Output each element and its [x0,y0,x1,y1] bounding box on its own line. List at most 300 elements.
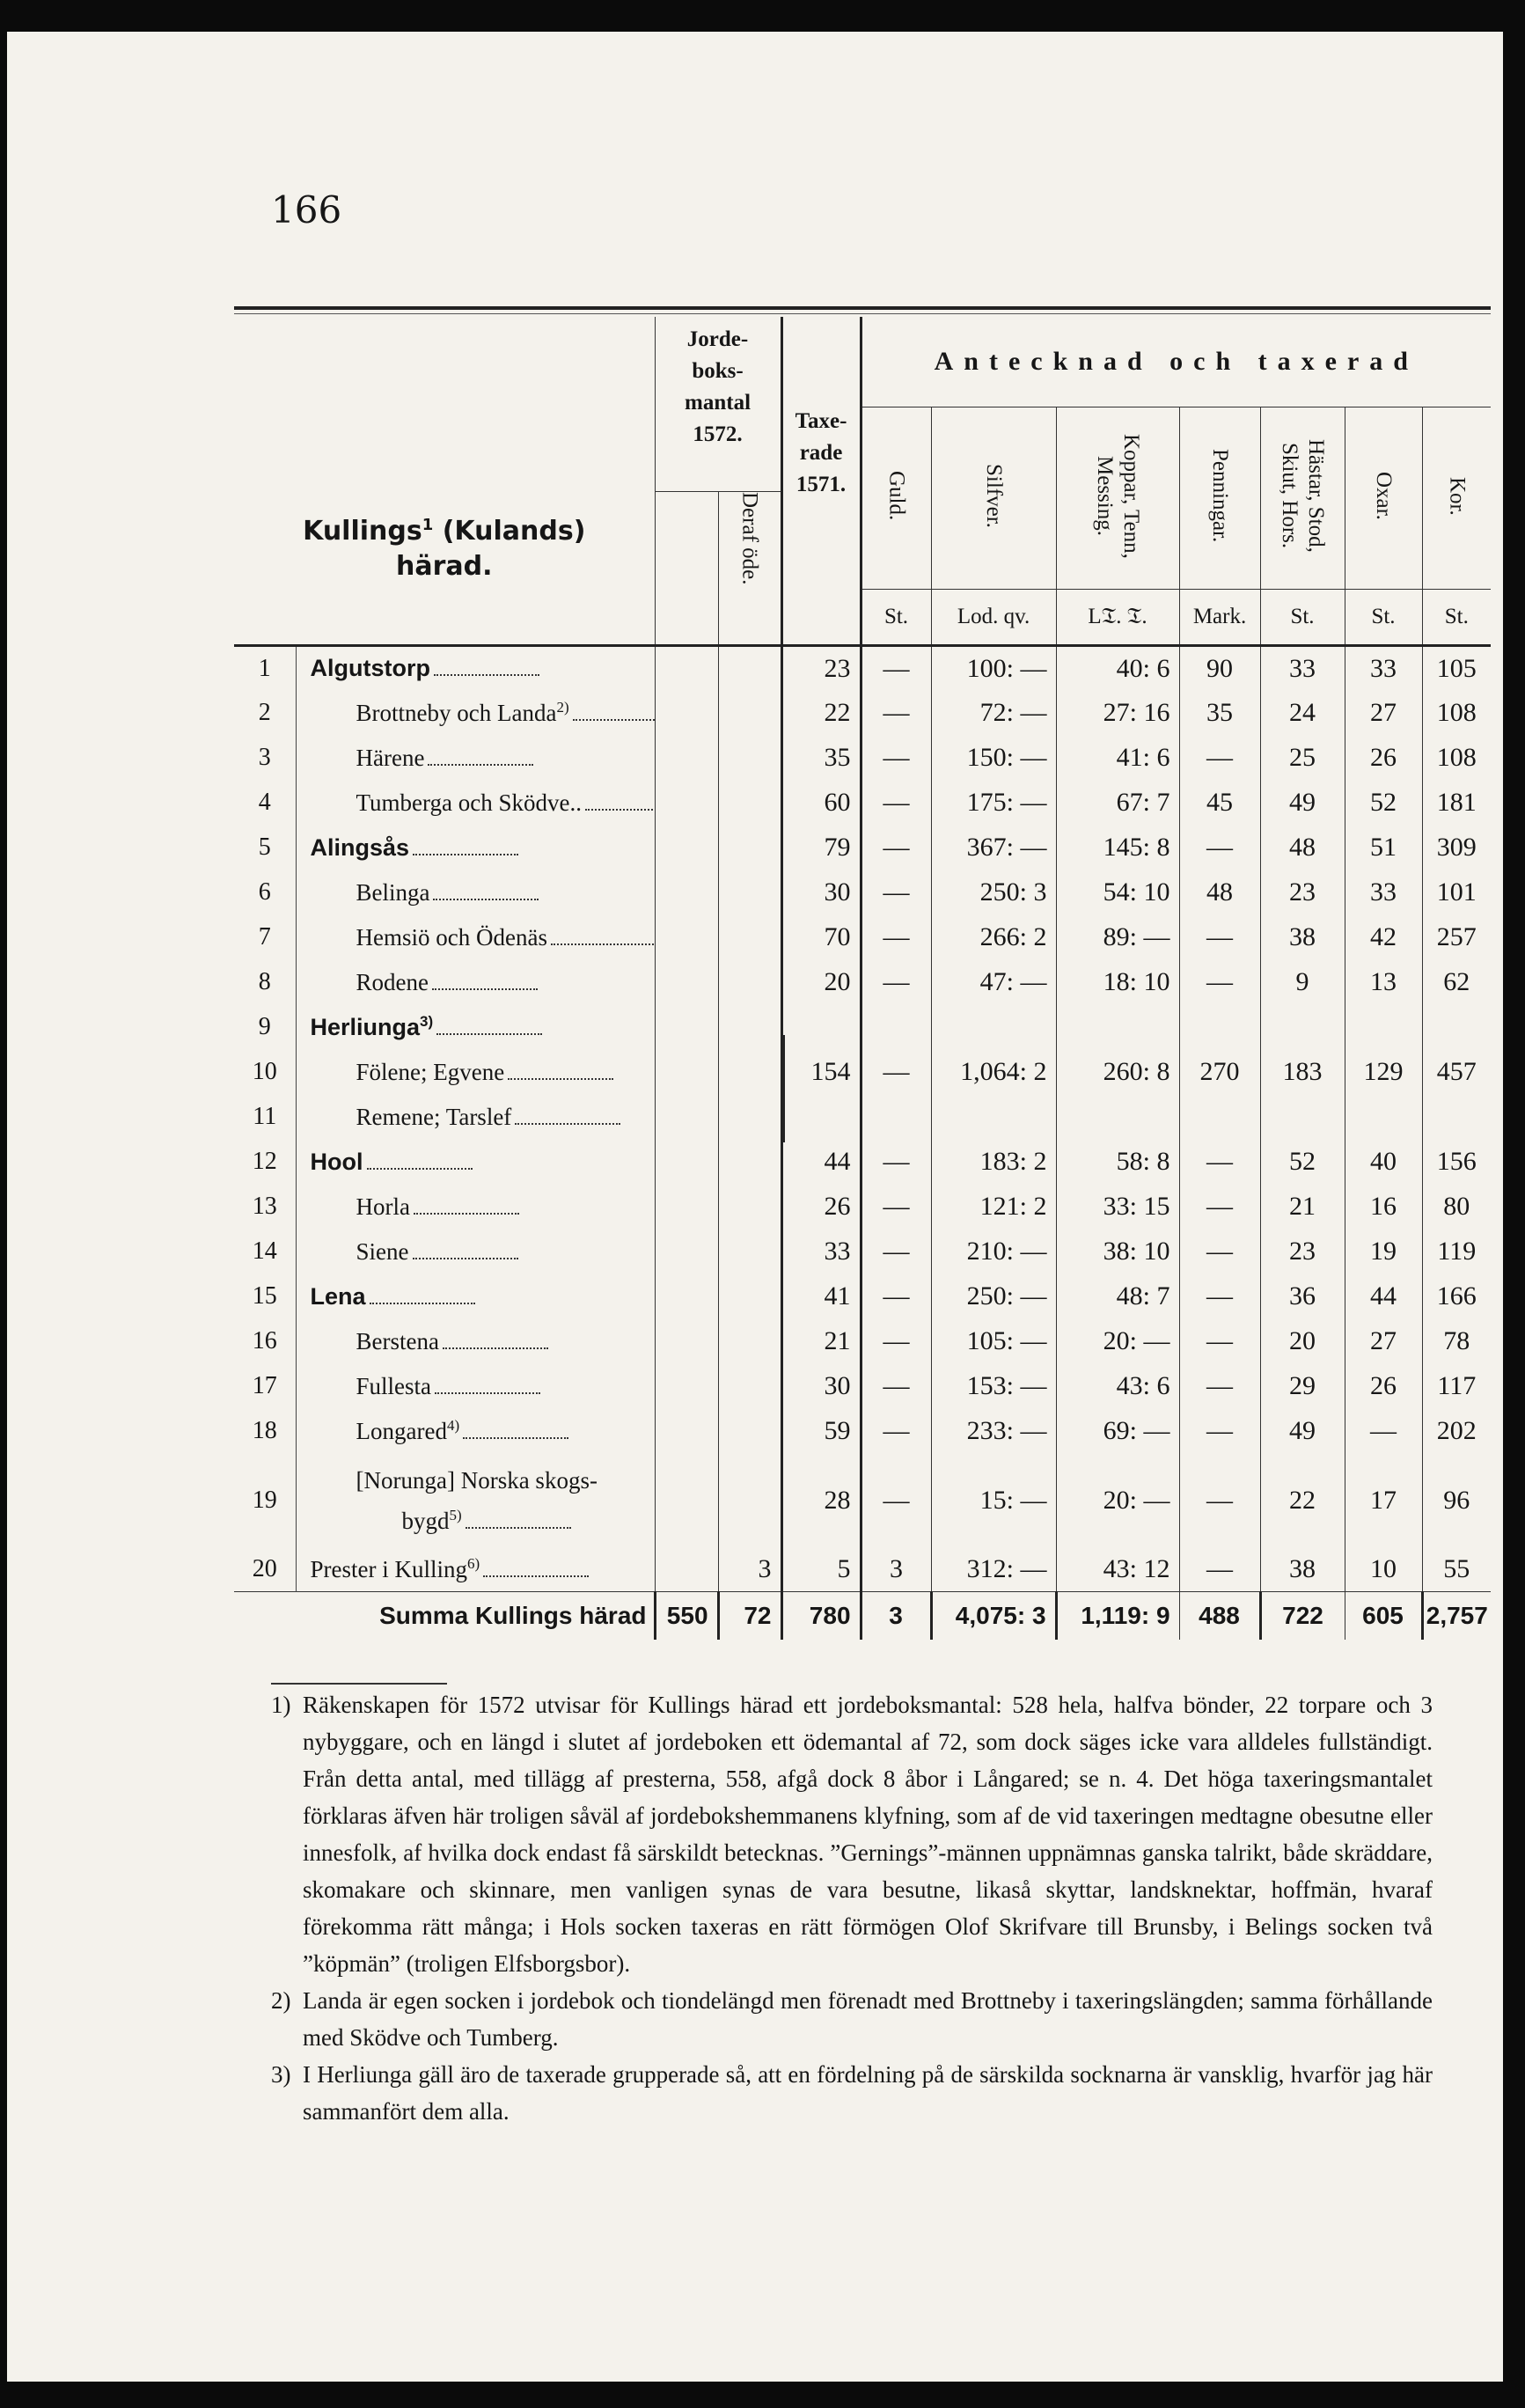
silfver-cell: 100: — [931,646,1056,691]
kor-cell: 156 [1422,1140,1491,1185]
deraf-cell: 3 [718,1547,781,1592]
leader-dots [434,674,539,676]
taxerade-header [781,317,861,590]
jord-cell [655,1364,718,1409]
unit-oxar: St. [1345,590,1422,646]
silfver-cell: 312: — [931,1547,1056,1592]
footnote-text: Landa är egen socken i jordebok och tiondelängd men förenadt med Brottneby i taxeringslängden; samma förhållande med Sködve och Tumberg. [303,1987,1433,2051]
footnote-mark-paren: ) [563,699,569,716]
row-number: 8 [234,960,296,1005]
oxar-cell: 42 [1345,915,1422,960]
silfver-header-text: Silfver. [982,464,1007,528]
penningar-cell: — [1179,960,1260,1005]
footnote-mark-paren: ) [457,1506,462,1523]
silfver-cell: 121: 2 [931,1185,1056,1230]
koppar-cell: 48: 7 [1056,1274,1179,1319]
tax-cell: 79 [781,826,861,870]
jord-cell [655,1230,718,1274]
hastar-cell: 25 [1260,736,1345,781]
row-name-continued: bygd [401,1507,450,1534]
hastar-cell: 36 [1260,1274,1345,1319]
table-row [234,1547,1491,1592]
guld-cell: — [861,736,931,781]
tax-cell: 22 [781,691,861,736]
oxar-cell: 52 [1345,781,1422,826]
oxar-cell: 27 [1345,691,1422,736]
koppar-cell: 18: 10 [1056,960,1179,1005]
oxar-cell: 10 [1345,1547,1422,1592]
hastar-cell: 21 [1260,1185,1345,1230]
row-number: 15 [234,1274,296,1319]
oxar-cell: 33 [1345,646,1422,691]
table-row [234,646,1491,691]
table-row [234,960,1491,1005]
hastar-cell: 49 [1260,781,1345,826]
tax-cell: 70 [781,915,861,960]
koppar-cell: 67: 7 [1056,781,1179,826]
footnote-mark-paren: ) [454,1417,460,1434]
penningar-cell: 90 [1179,646,1260,691]
oxar-cell: 129 [1345,1050,1422,1095]
row-number: 12 [234,1140,296,1185]
row-name-text: Prester i Kulling [310,1555,467,1582]
summa-deraf: 72 [718,1592,781,1640]
deraf-cell [718,1230,781,1274]
penningar-header [1179,407,1260,590]
page-number: 166 [271,188,342,231]
row-name-text: Brottneby och Landa [356,700,557,726]
row-name [296,1185,655,1230]
deraf-cell [718,1364,781,1409]
jord-cell [655,1185,718,1230]
row-name [296,960,655,1005]
footnotes [271,1686,1433,2130]
oxar-cell: 33 [1345,870,1422,915]
penningar-cell: — [1179,1364,1260,1409]
silfver-cell: 250: — [931,1274,1056,1319]
table-row [234,1454,1491,1547]
row-name-text: Algutstorp [310,655,430,682]
kor-cell: 257 [1422,915,1491,960]
table-row [234,826,1491,870]
jord-cell [655,915,718,960]
row-name-text: Belinga [356,878,430,906]
tax-cell: 154 [781,1050,861,1095]
guld-cell: — [861,960,931,1005]
silfver-cell: 150: — [931,736,1056,781]
summa-oxar: 605 [1345,1592,1422,1640]
table-row [234,691,1491,736]
penningar-cell: — [1179,1409,1260,1454]
leader-dots [443,1347,548,1349]
oxar-header-text: Oxar. [1372,472,1397,520]
penningar-cell: 270 [1179,1050,1260,1095]
koppar-cell [1056,1005,1179,1050]
row-name [296,915,655,960]
document-page [7,32,1503,2382]
silfver-cell: 183: 2 [931,1140,1056,1185]
unit-tax-empty [781,590,861,646]
row-name-text: Tumberga och Sködve.. [356,789,582,816]
group-header: Antecknad och taxerad [861,317,1491,407]
footnote-text: I Herliunga gäll äro de taxerade grupperade så, att en fördelning på de särskilda socknarna är vansklig, hvarför jag här sammanfört dem alla. [303,2061,1433,2125]
row-number: 6 [234,870,296,915]
kor-cell: 80 [1422,1185,1491,1230]
row-number: 14 [234,1230,296,1274]
row-number: 1 [234,646,296,691]
koppar-cell [1056,1095,1179,1140]
row-name-text: Fölene; Egvene [356,1058,505,1085]
koppar-cell: 33: 15 [1056,1185,1179,1230]
tax-cell: 33 [781,1230,861,1274]
county-alt-name: (Kulands) [442,515,586,547]
deraf-cell [718,1050,781,1095]
hastar-cell: 48 [1260,826,1345,870]
jordebok-header [655,317,781,492]
guld-cell: — [861,915,931,960]
deraf-cell [718,736,781,781]
koppar-header [1056,407,1179,590]
row-name-text: Horla [356,1193,410,1220]
footnote-number: 2) [271,1987,291,2014]
row-number: 9 [234,1005,296,1050]
footnote-mark: 3 [420,1013,429,1030]
row-name [296,1364,655,1409]
deraf-cell [718,1005,781,1050]
leader-dots [585,809,655,811]
hastar-cell: 29 [1260,1364,1345,1409]
guld-cell: 3 [861,1547,931,1592]
silfver-cell: 153: — [931,1364,1056,1409]
summa-koppar: 1,119: 9 [1056,1592,1179,1640]
leader-dots [432,988,538,990]
hastar-cell: 23 [1260,1230,1345,1274]
leader-dots [551,943,655,945]
penningar-cell: — [1179,1547,1260,1592]
tax-cell: 20 [781,960,861,1005]
summa-row [234,1592,1491,1640]
guld-cell: — [861,1454,931,1547]
footnote-mark: 5 [449,1506,457,1523]
summa-guld: 3 [861,1592,931,1640]
tax-cell: 26 [781,1185,861,1230]
jord-cell [655,1005,718,1050]
table-row [234,1095,1491,1140]
summa-label: Summa Kullings härad [234,1592,655,1640]
penningar-cell: — [1179,1454,1260,1547]
penningar-cell: — [1179,1230,1260,1274]
kor-header [1422,407,1491,590]
row-name [296,1274,655,1319]
kor-cell: 309 [1422,826,1491,870]
guld-cell: — [861,1319,931,1364]
koppar-cell: 260: 8 [1056,1050,1179,1095]
jord-cell [655,826,718,870]
footnote-number: 3) [271,2061,291,2088]
deraf-cell [718,1274,781,1319]
deraf-cell [718,781,781,826]
guld-cell: — [861,781,931,826]
guld-cell: — [861,826,931,870]
hastar-cell [1260,1095,1345,1140]
leader-dots [483,1575,589,1577]
unit-jord-empty [655,590,718,646]
koppar-cell: 145: 8 [1056,826,1179,870]
guld-cell: — [861,691,931,736]
koppar-cell: 54: 10 [1056,870,1179,915]
footnote [271,2056,1433,2130]
guld-cell [861,1005,931,1050]
penningar-cell: — [1179,826,1260,870]
leader-dots [414,1213,519,1215]
hastar-cell: 33 [1260,646,1345,691]
guld-cell: — [861,1050,931,1095]
silfver-cell: 47: — [931,960,1056,1005]
table-row [234,1140,1491,1185]
footnote-mark-paren: ) [474,1554,480,1572]
silfver-cell: 210: — [931,1230,1056,1274]
table-row [234,1050,1491,1095]
hastar-cell: 49 [1260,1409,1345,1454]
row-name [296,1050,655,1095]
hastar-cell: 22 [1260,1454,1345,1547]
jord-cell [655,1547,718,1592]
row-name [296,781,655,826]
kor-cell: 62 [1422,960,1491,1005]
deraf-cell [718,915,781,960]
guld-cell: — [861,1230,931,1274]
deraf-cell [718,960,781,1005]
table-row [234,1185,1491,1230]
table-row [234,1005,1491,1050]
jord-cell [655,1095,718,1140]
kor-cell: 108 [1422,736,1491,781]
unit-kor: St. [1422,590,1491,646]
silfver-cell: 233: — [931,1409,1056,1454]
summa-kor: 2,757 [1422,1592,1491,1640]
leader-dots [413,854,518,855]
silfver-cell: 105: — [931,1319,1056,1364]
hastar-header [1260,407,1345,590]
summa-silfver: 4,075: 3 [931,1592,1056,1640]
koppar-cell: 38: 10 [1056,1230,1179,1274]
kor-cell: 55 [1422,1547,1491,1592]
row-name [296,1319,655,1364]
oxar-cell [1345,1005,1422,1050]
oxar-cell: 17 [1345,1454,1422,1547]
unit-silfver: Lod. qv. [931,590,1056,646]
leader-dots [367,1168,473,1170]
hastar-cell: 20 [1260,1319,1345,1364]
kor-header-text: Kor. [1445,476,1470,516]
koppar-cell: 58: 8 [1056,1140,1179,1185]
deraf-ode-header-text: Deraf öde. [737,492,762,585]
tax-cell: 60 [781,781,861,826]
deraf-cell [718,1319,781,1364]
penningar-cell: — [1179,1185,1260,1230]
row-number: 3 [234,736,296,781]
oxar-cell: 26 [1345,736,1422,781]
row-name-text: Herliunga [310,1014,421,1040]
taxerade-header-line2: rade [799,440,843,465]
hastar-cell [1260,1005,1345,1050]
jord-cell [655,691,718,736]
silfver-cell: 367: — [931,826,1056,870]
footnote-rule [271,1683,447,1685]
silfver-cell: 1,064: 2 [931,1050,1056,1095]
tax-cell: 35 [781,736,861,781]
koppar-header-text: Koppar, Tenn, Messing. [1093,433,1144,559]
tax-cell: 28 [781,1454,861,1547]
leader-dots [463,1437,568,1439]
table-row [234,781,1491,826]
unit-koppar: L𝔗. 𝔗. [1056,590,1179,646]
guld-cell [861,1095,931,1140]
jord-cell [655,781,718,826]
deraf-cell [718,1454,781,1547]
table-row [234,1319,1491,1364]
row-name [296,1409,655,1454]
summa-jord: 550 [655,1592,718,1640]
row-number: 18 [234,1409,296,1454]
guld-cell: — [861,1409,931,1454]
tax-cell: 30 [781,870,861,915]
table-row [234,1230,1491,1274]
silfver-cell [931,1005,1056,1050]
table-row [234,736,1491,781]
kor-cell: 166 [1422,1274,1491,1319]
footnote-text: Räkenskapen för 1572 utvisar för Kullings härad ett jordeboksmantal: 528 hela, halfva bönder, 22 torpare och 3 nybyggare, och en längd i slutet af jordeboken ett ödemantal af 72, som dock säges icke vara alldeles fullständigt. Från detta antal, med tillägg af presterna, 558, afgå dock 8 åbor i Långared; se n. 4. Det höga taxeringsmantalet förklaras äfven här troligen såväl af jordebokshemmanens klyfning, som af de vid taxeringen medtagne obesutne eller innesfolk, af hvilka dock endast få särskildt betecknas. ”Gernings”-männen uppnämnas ganska talrikt, både skräddare, skomakare och skinnare, men vanligen synas de vara besutne, likaså skyttar, landsknektar, hoffmän, hvaraf förekomma rätt många; i Hols socken taxeras en rätt förmögen Olof Skrifvare till Brunsby, i Belings socken två ”köpmän” (troligen Elfsborgsbor). [303,1692,1433,1977]
koppar-cell: 43: 12 [1056,1547,1179,1592]
oxar-cell: 51 [1345,826,1422,870]
tax-cell: 5 [781,1547,861,1592]
herliunga-brace [783,1035,797,1142]
footnote-number: 1) [271,1692,291,1718]
kor-cell [1422,1095,1491,1140]
hastar-cell: 52 [1260,1140,1345,1185]
koppar-cell: 41: 6 [1056,736,1179,781]
table-row [234,1409,1491,1454]
guld-cell: — [861,1274,931,1319]
row-name [296,1095,655,1140]
jord-cell [655,1409,718,1454]
penningar-cell [1179,1005,1260,1050]
koppar-cell: 40: 6 [1056,646,1179,691]
penningar-cell: 48 [1179,870,1260,915]
row-name [296,1005,655,1050]
row-number: 17 [234,1364,296,1409]
jord-cell [655,1140,718,1185]
summa-penningar: 488 [1179,1592,1260,1640]
taxerade-header-line1: Taxe- [795,408,847,433]
oxar-cell: 27 [1345,1319,1422,1364]
deraf-cell [718,1185,781,1230]
silfver-header [931,407,1056,590]
oxar-header [1345,407,1422,590]
summa-tax: 780 [781,1592,861,1640]
deraf-ode-header [718,492,781,590]
row-name [296,1230,655,1274]
row-name [296,870,655,915]
silfver-cell: 72: — [931,691,1056,736]
oxar-cell: 13 [1345,960,1422,1005]
jordebok-header-line4: 1572. [693,422,743,446]
taxerade-header-line3: 1571. [795,472,847,496]
row-name-text: Berstena [356,1327,439,1354]
deraf-cell [718,646,781,691]
penningar-cell [1179,1095,1260,1140]
deraf-cell [718,870,781,915]
oxar-cell: 16 [1345,1185,1422,1230]
leader-dots [370,1303,475,1304]
silfver-cell [931,1095,1056,1140]
leader-dots [508,1078,613,1080]
top-rule [234,306,1491,310]
footnote-mark-paren: ) [428,1013,434,1030]
koppar-cell: 20: — [1056,1454,1179,1547]
oxar-cell: — [1345,1409,1422,1454]
tax-cell: 41 [781,1274,861,1319]
penningar-cell: — [1179,1319,1260,1364]
kor-cell: 105 [1422,646,1491,691]
guld-cell: — [861,1364,931,1409]
row-name [296,646,655,691]
tax-cell: 30 [781,1364,861,1409]
hastar-cell: 24 [1260,691,1345,736]
deraf-cell [718,1409,781,1454]
table-row [234,870,1491,915]
footnote-mark: 6 [466,1554,475,1572]
guld-cell: — [861,1185,931,1230]
row-name-text: Fullesta [356,1372,431,1399]
hastar-cell: 23 [1260,870,1345,915]
hastar-cell: 9 [1260,960,1345,1005]
row-name-text: Rodene [356,968,429,995]
footnote [271,1686,1433,1982]
silfver-cell: 15: — [931,1454,1056,1547]
jord-cell [655,1454,718,1547]
footnote [271,1982,1433,2056]
row-name [296,1547,655,1592]
top-rule-thin [234,313,1491,314]
deraf-cell [718,1095,781,1140]
kor-cell: 457 [1422,1050,1491,1095]
kor-cell: 78 [1422,1319,1491,1364]
jordebok-header-line2: boks- [692,359,744,383]
koppar-cell: 89: — [1056,915,1179,960]
guld-cell: — [861,870,931,915]
kor-cell: 117 [1422,1364,1491,1409]
county-title: Kullings [303,515,422,547]
row-number: 2 [234,691,296,736]
row-number: 19 [234,1454,296,1547]
penningar-header-text: Penningar. [1208,449,1233,543]
row-name-text: Siene [356,1237,409,1265]
oxar-cell: 40 [1345,1140,1422,1185]
row-name-text: Hemsiö och Ödenäs [356,923,547,951]
jord-cell [655,1050,718,1095]
penningar-cell: — [1179,915,1260,960]
taxation-table [234,317,1491,1640]
jord-cell [655,870,718,915]
row-name-text: Alingsås [310,833,410,861]
row-number: 13 [234,1185,296,1230]
oxar-cell [1345,1095,1422,1140]
county-suffix: härad. [396,550,493,582]
jord-cell [655,1274,718,1319]
jord-cell [655,1319,718,1364]
jord-cell [655,646,718,691]
